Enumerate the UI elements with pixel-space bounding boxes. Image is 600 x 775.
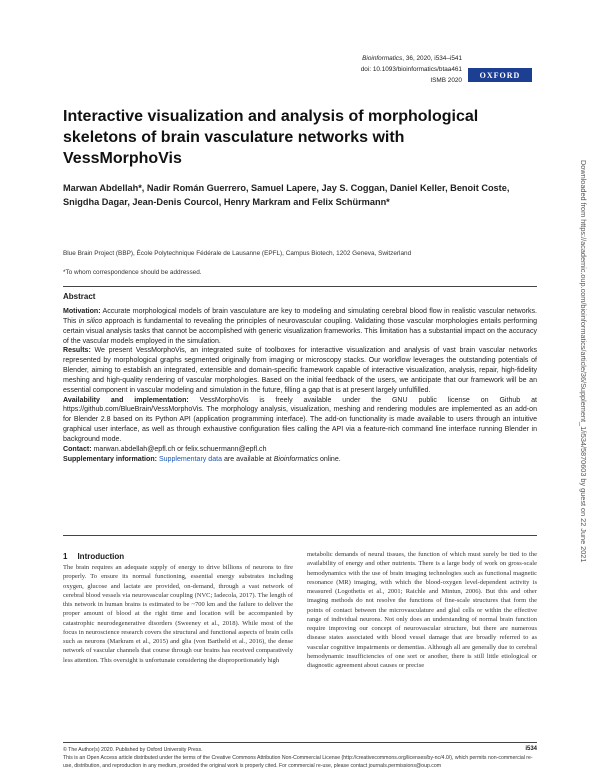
results-label: Results: <box>63 347 91 355</box>
license-notice: This is an Open Access article distributed under the terms of the Creative Commons Attribution Non-Commercial License (http://creativecommons.org/licenses/by-nc/4.0/), which permits non-commercial re-use, distribution, and reproduction in any medium, provided the original work is properly cited. For commercial re-use, please contact journals.permissions@oup.com <box>63 755 533 769</box>
download-stamp-text: Downloaded from https://academic.oup.com/bioinformatics/article/36/Supplement_1/i534/5870603 by guest on 22 June 2021 <box>579 160 588 563</box>
journal-citation <box>361 53 462 64</box>
motivation-label: Motivation: <box>63 308 101 315</box>
affiliation: Blue Brain Project (BBP), École Polytechnique Fédérale de Lausanne (EPFL), Campus Biotech, 1202 Geneva, Switzerland <box>63 250 412 257</box>
abstract-bottom-rule <box>63 535 537 536</box>
supplementary-journal: Bioinformatics <box>273 455 318 463</box>
motivation-emphasis: in silico <box>78 317 103 325</box>
abstract-body <box>63 307 537 465</box>
copyright-notice: © The Author(s) 2020. Published by Oxford University Press. <box>63 747 203 753</box>
journal-info <box>361 53 462 86</box>
author-list: Marwan Abdellah*, Nadir Román Guerrero, Samuel Lapere, Jay S. Coggan, Daniel Keller, Benoit Coste, Snigdha Dagar, Jean-Denis Courcol, Henry Markram and Felix Schürmann* <box>63 183 510 207</box>
abstract-motivation <box>63 307 537 346</box>
motivation-text-a: Accurate morphological models of brain vasculature are key to modeling and simulating cerebral blood flow in realistic vascular networks. This <box>63 308 537 325</box>
abstract-availability <box>63 396 537 445</box>
footer-rule <box>63 742 537 743</box>
page-number: i534 <box>525 746 537 752</box>
introduction-heading <box>63 552 124 561</box>
availability-text: VessMorphoVis is freely available under the GNU public license on Github at https://github.com/BlueBrain/VessMorphoVis. The morphology analysis, visualization, meshing and rendering modules are implemented as an add-on for Blender 2.8 based on its Python API (application programming interface). The add-on functionality is made available to users through an intuitive graphical user interface, as well as through exhaustive configuration files calling the API via a feature-rich command line interface running Blender in background mode. <box>63 396 537 443</box>
abstract-results <box>63 346 537 395</box>
supplementary-text: are available at <box>222 455 274 463</box>
abstract-supplementary <box>63 455 537 465</box>
correspondence-note: *To whom correspondence should be addressed. <box>63 269 202 276</box>
abstract-contact <box>63 445 537 455</box>
journal-doi[interactable]: doi: 10.1093/bioinformatics/btaa461 <box>360 66 462 73</box>
supplementary-end: online. <box>318 455 341 463</box>
oxford-logo: OXFORD <box>468 68 532 82</box>
footer <box>63 746 537 770</box>
motivation-text-b: approach is fundamental to revealing the principles of neurovascular coupling. Validating those vascular morphologies entails performing certain visual analysis tasks that cannot be accomplished with generic visualization frameworks. This limitation has a substantial impact on the accuracy of the vascular models employed in the simulation. <box>63 317 537 345</box>
journal-name: Bioinformatics <box>362 55 403 62</box>
section-number: 1 <box>63 552 68 561</box>
abstract-top-rule <box>63 286 537 287</box>
introduction-left-column: The brain requires an adequate supply of energy to drive billions of neurons to fire properly. To ensure its normal functioning, essential energy substrates including oxygen, glucose and lactate are provided, on-demand, through a vast network of cerebral blood vessels via neurovascular coupling (NVC; Iadecola, 2017). The length of this network in human brains is estimated to be ~700 km and the failure to deliver the proper amount of blood at the right time and location will be accompanied by catastrophic neurodegenerative disorders (Sweeney et al., 2018). While most of the focus in neuroscience research covers the structural and functional aspects of brain cells such as neurons (Markram et al., 2015) and glia (von Bartheld et al., 2016), the dense network of vascular channels that course through our brains has received comparatively less attention. This oversight is unfortunate considering the disproportionately high <box>63 564 293 664</box>
article-title: Interactive visualization and analysis of morphological skeletons of brain vasculature networks with VessMorphoVis <box>63 108 479 167</box>
supplementary-label: Supplementary information: <box>63 455 157 463</box>
download-stamp <box>576 160 590 600</box>
abstract-heading: Abstract <box>63 292 96 301</box>
introduction-right-column: metabolic demands of neural tissues, the function of which must surely be tied to the availability of energy and other nutrients. There is a large body of work on gross-scale hemodynamics with the use of brain imaging technologies such as functional magnetic resonance (MR) imaging, with which the blood-oxygen level-dependent activity is measured (Logothetis et al., 2001; Raichle and Mintun, 2006). But this and other imaging methods do not resolve the functions of fine-scale structures that form the points of contact between the microvasculature and glial cells or within the effective range of individual neurons. Not only does an understanding of normal brain function require improving our concept of neurovascular structure, but there are numerous disease states associated with blood vessel damage that are broadly referred to as vascular cognitive impairments or dementias. Although all are generally due to cerebral hemodynamic insufficiencies of one sort or another, there is still little etiological or diagnostic agreement about causes or precise <box>307 551 537 669</box>
supplementary-data-link[interactable]: Supplementary data <box>158 455 223 463</box>
section-title: Introduction <box>77 552 125 561</box>
results-text: We present VessMorphoVis, an integrated suite of toolboxes for interactive visualization and analysis of vast brain vascular networks represented by morphological graphs segmented originally from imaging or microscopy stacks. Our workflow leverages the outstanding potentials of Blender, aiming to establish an integrated, extensible and domain-specific framework capable of interactive visualization, analysis, repair, high-fidelity meshing and high-quality rendering of vascular morphologies. Based on the initial feedback of the users, we anticipate that our framework will be an essential component in vascular modeling and simulation in the future, filling a gap that is at present largely unfulfilled. <box>63 347 537 394</box>
availability-label: Availability and implementation: <box>63 396 189 404</box>
contact-emails[interactable]: marwan.abdellah@epfl.ch or felix.schuermann@epfl.ch <box>93 445 267 453</box>
conference-label: ISMB 2020 <box>430 77 462 84</box>
contact-label: Contact: <box>63 445 92 453</box>
journal-volume-pages: , 36, 2020, i534–i541 <box>402 55 462 62</box>
